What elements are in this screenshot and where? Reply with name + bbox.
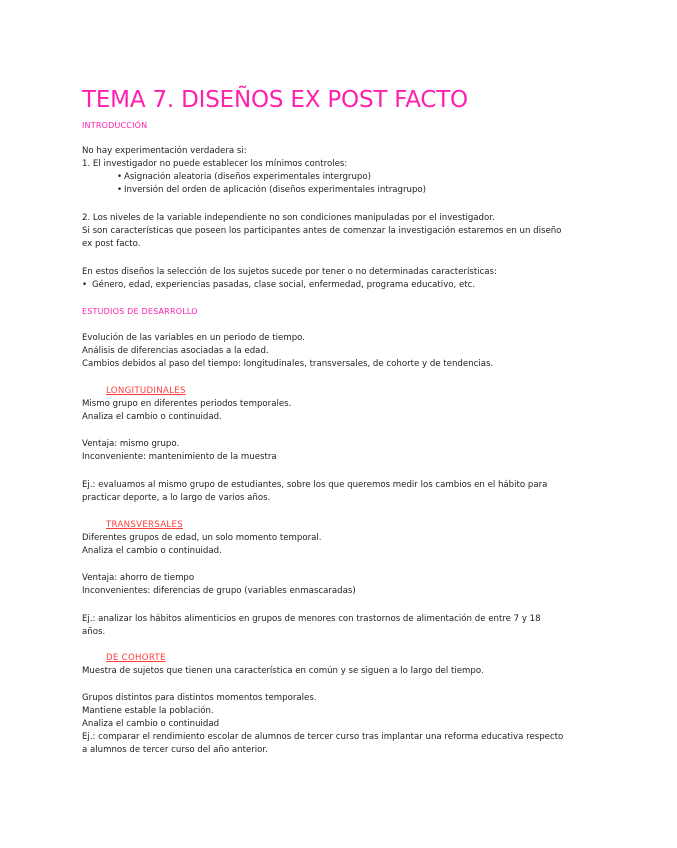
example-text: a alumnos de tercer curso del año anterior. — [82, 745, 268, 755]
numbered-item-1: 1. El investigador no puede establecer los mínimos controles: — [82, 159, 348, 169]
example-text: Ej.: analizar los hábitos alimenticios en grupos de menores con trastornos de alimentación de entre 7 y 18 — [82, 614, 541, 624]
body-text: Cambios debidos al paso del tiempo: longitudinales, transversales, de cohorte y de tendencias. — [82, 359, 494, 369]
body-text: Mantiene estable la población. — [82, 706, 214, 716]
intro-text: ex post facto. — [82, 239, 141, 249]
numbered-item-2: 2. Los niveles de la variable independiente no son condiciones manipuladas por el investigador. — [82, 213, 495, 223]
intro-text: En estos diseños la selección de los sujetos sucede por tener o no determinadas características: — [82, 267, 497, 277]
page-title: TEMA 7. DISEÑOS EX POST FACTO — [82, 87, 468, 113]
body-text: Muestra de sujetos que tienen una característica en común y se siguen a lo largo del tiempo. — [82, 666, 484, 676]
advantage-text: Ventaja: mismo grupo. — [82, 439, 180, 449]
body-text: Analiza el cambio o continuidad — [82, 719, 220, 729]
body-text: Mismo grupo en diferentes periodos temporales. — [82, 399, 292, 409]
example-text: practicar deporte, a lo largo de varios años. — [82, 493, 271, 503]
intro-text: Si son características que poseen los participantes antes de comenzar la investigación estaremos en un diseño — [82, 226, 562, 236]
body-text: Evolución de las variables en un periodo de tiempo. — [82, 333, 306, 343]
example-text: Ej.: comparar el rendimiento escolar de alumnos de tercer curso tras implantar una reforma educativa respecto — [82, 732, 564, 742]
advantage-text: Ventaja: ahorro de tiempo — [82, 573, 195, 583]
section-heading-estudios-desarrollo: ESTUDIOS DE DESARROLLO — [82, 307, 198, 316]
example-text: años. — [82, 627, 106, 637]
section-heading-introduccion: INTRODUCCIÓN — [82, 121, 148, 130]
example-text: Ej.: evaluamos al mismo grupo de estudiantes, sobre los que queremos medir los cambios en el hábito para — [82, 480, 548, 490]
subheading-cohorte: DE COHORTE — [106, 653, 166, 663]
bullet-item: • Asignación aleatoria (diseños experimentales intergrupo) — [124, 171, 371, 184]
bullet-item: • Inversión del orden de aplicación (diseños experimentales intragrupo) — [124, 184, 426, 197]
bullet-item: • Género, edad, experiencias pasadas, clase social, enfermedad, programa educativo, etc. — [92, 279, 475, 292]
disadvantage-text: Inconveniente: mantenimiento de la muestra — [82, 452, 277, 462]
disadvantage-text: Inconvenientes: diferencias de grupo (variables enmascaradas) — [82, 586, 356, 596]
body-text: Analiza el cambio o continuidad. — [82, 546, 222, 556]
body-text: Grupos distintos para distintos momentos temporales. — [82, 693, 317, 703]
body-text: Análisis de diferencias asociadas a la edad. — [82, 346, 269, 356]
subheading-longitudinales: LONGITUDINALES — [106, 386, 186, 396]
body-text: Diferentes grupos de edad, un solo momento temporal. — [82, 533, 322, 543]
body-text: Analiza el cambio o continuidad. — [82, 412, 222, 422]
subheading-transversales: TRANSVERSALES — [106, 520, 183, 530]
intro-text: No hay experimentación verdadera si: — [82, 146, 247, 156]
